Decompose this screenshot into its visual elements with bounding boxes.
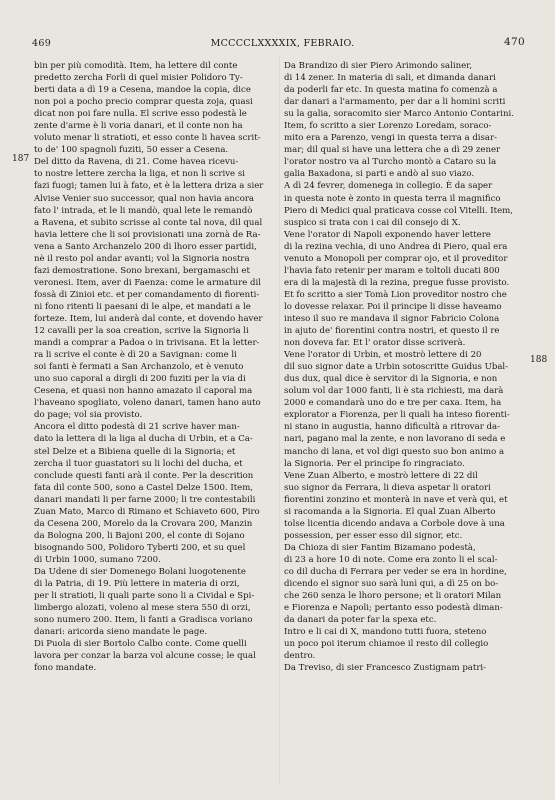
text-line: Del ditto da Ravena, di 21. Come havea ricevu- <box>34 157 239 168</box>
text-line: che 260 senza le lhoro persone; et li oratori Milan <box>284 591 502 602</box>
text-line: explorator a Fiorenza, per li quali ha inteso fiorenti- <box>284 410 510 421</box>
text-line: predetto zercha Forli di quel misier Polidoro Ty- <box>34 73 243 84</box>
text-line: e Fiorenza e Napoli; pertanto esso podestà diman- <box>284 603 503 614</box>
text-line: suo signor da Ferrara, li dieva aspetar li oratori <box>284 482 491 493</box>
text-line: Da Brandizo di sier Piero Arimondo saliner, <box>284 61 473 71</box>
text-line: in questa note è zonto in questa terra il magnifico <box>284 193 501 204</box>
text-line: fono mandate. <box>34 663 97 674</box>
text-line: A dì 24 fevrer, domenega in collegio. È da saper <box>284 181 493 192</box>
text-line: si racomanda a la Signoria. El qual Zuan Alberto <box>284 506 496 517</box>
text-line: l'orator nostro va al Turcho montò a Cataro su la <box>284 157 497 168</box>
text-line: Piero di Medici qual praticava cosse col Vitelli. Item, <box>284 205 513 216</box>
text-line: danari mandati li per farne 2000; li tre contestabili <box>34 494 256 505</box>
text-line: galia Baxadona, si parti e andò al suo viazo. <box>284 169 475 180</box>
text-line: dato la lettera di la liga al ducha di Urbin, et a Ca- <box>34 434 253 445</box>
text-line: nari, pagano mal la zente, e non lavorano di seda e <box>284 434 506 445</box>
text-line: berti data a dì 19 a Cesena, mandoe la copia, dice <box>34 85 251 96</box>
text-line: nè il resto pol andar avanti; vol la Signoria nostra <box>34 253 250 264</box>
text-line: 12 cavalli per la soa creation, scrive la Signoria li <box>34 326 249 337</box>
text-line: sono numero 200. Item, li fanti a Gradisca voriano <box>34 615 253 626</box>
text-line: in ajuto de' fiorentini contra nostri, et questo il re <box>284 326 500 337</box>
text-line: danari: aricorda sieno mandate le page. <box>34 627 208 638</box>
text-line: mancho di lana, et vol digi questo suo bon animo a <box>284 446 505 457</box>
text-line: veronesi. Item, aver di Faenza: come le armature dil <box>34 277 261 288</box>
margin-number-right: 188 <box>530 355 548 365</box>
text-line: bisognando 500, Polidoro Tyberti 200, et su quel <box>34 542 246 553</box>
text-line: mito era a Parenzo, vengi in questa terra a disar- <box>284 133 497 144</box>
text-line: Alvise Venier suo successor, qual non havia ancora <box>34 193 255 204</box>
text-line: voluto menar li stratioti, et esso conte li havea scrit- <box>34 133 261 144</box>
text-line: per li stratioti, li quali parte sono li a Cividal e Spi- <box>34 591 255 602</box>
text-line: l'havia fato retenir per maram e toltoli ducati 800 <box>284 265 500 276</box>
text-line: Ancora el ditto podestà di 21 scrive haver man- <box>34 422 240 433</box>
text-line: Vene l'orator di Napoli exponendo haver lettere <box>284 229 491 240</box>
text-line: di la Patria, di 19. Più lettere in materia di orzi, <box>34 579 240 590</box>
text-line: do page; vol sia provisto. <box>34 410 143 421</box>
text-line: limbergo alozati, voleno al mese stera 550 di orzi, <box>34 603 251 614</box>
text-line: fazi fuogi; tamen lui à fato, et è la lettera driza a sier <box>34 181 264 192</box>
text-line: su la galia, soracomito sier Marco Antonio Contarini. <box>284 109 514 120</box>
left-text-column <box>34 60 278 674</box>
text-line: Vene l'orator di Urbin, et mostrò lettere di 20 <box>284 350 482 361</box>
text-line: venuto a Monopoli per comprar ojo, et il proveditor <box>284 253 508 264</box>
text-line: mar; dil qual si have una lettera che a dì 29 zener <box>284 145 501 156</box>
text-line: da poderli far etc. In questa matina fo comenzà a <box>284 85 498 96</box>
text-line: l'haveano spogliato, voleno danari, tamen hano auto <box>34 398 261 409</box>
page-number-left: 469 <box>32 38 52 49</box>
text-line: ra li scrive el conte è dì 20 a Savignan: come li <box>34 350 237 361</box>
text-line: to nostre lettere zercha la liga, et non li scrive si <box>34 169 245 180</box>
column-gutter <box>279 56 280 786</box>
text-line: dicat non poi fare nulla. El scrive esso podestà le <box>34 109 247 120</box>
running-header <box>30 38 535 54</box>
text-line: zercha il tuor guastatori su li lochi del ducha, et <box>34 458 243 469</box>
margin-number-left: 187 <box>12 154 30 164</box>
text-line: lavora per conzar la barza vol alcune cosse; le qual <box>34 651 256 662</box>
text-line: fazi demostratione. Sono brexani, bergamaschi et <box>34 265 250 276</box>
text-line: Da Udene di sier Domenego Bolani luogotenente <box>34 566 246 577</box>
text-line: Item, fo scritto a sier Lorenzo Loredam, soraco- <box>284 121 492 132</box>
text-line: uno suo caporal a dirgli di 200 fuziti per la via di <box>34 374 246 385</box>
text-line: da danari da poter far la spexa etc. <box>284 615 437 626</box>
text-line: solum vol dar 1000 fanti, li è sta richiesti, ma darà <box>284 386 504 397</box>
text-line: Intro e li cai di X, mandono tutti fuora, steteno <box>284 627 487 638</box>
text-line: da Cesena 200, Morelo da la Crovara 200, Manzin <box>34 518 253 529</box>
text-line: 2000 e comandarà uno do e tre per caxa. Item, ha <box>284 398 502 409</box>
text-line: possession, per esser esso dil signor, etc. <box>284 530 463 541</box>
text-line: la Signoria. Per el principe fo ringraciato. <box>284 458 465 469</box>
text-line: un poco poi iterum chiamoe il resto dil collegio <box>284 639 489 650</box>
text-line: a Ravena, et subito scrisse al conte tal nova, dil qual <box>34 217 263 228</box>
text-line: dil suo signor date a Urbin sotoscritte Guidus Ubal- <box>284 362 509 373</box>
text-line: to de' 100 spagnoli fuziti, 50 esser a Cesena. <box>34 145 229 156</box>
text-line: dus dux, qual dice è servitor di la Signoria, e non <box>284 374 498 385</box>
right-text-column <box>284 60 528 674</box>
text-line: ni stano in augustia, hanno dificultà a ritrovar da- <box>284 422 500 433</box>
text-line: Di Puola di sier Bortolo Calbo conte. Come quelli <box>34 639 247 650</box>
text-line: fiorentini zonzino et monterà in nave et verà qui, et <box>284 494 508 505</box>
page-number-right: 470 <box>504 36 525 48</box>
text-line: vena a Santo Archanzelo 200 di lhoro esser partidi, <box>34 241 257 252</box>
text-line: non poi a pocho precio comprar questa zoja, quasi <box>34 97 253 108</box>
text-line: mandi a comprar a Padoa o in trivisana. Et la letter- <box>34 338 260 349</box>
text-line: dicendo el signor suo sarà lunì qui, a dì 25 on bo- <box>284 579 499 590</box>
text-line: era di la majestà di la rezina, pregue fusse provisto. <box>284 277 510 288</box>
text-line: Da Chioza di sier Fantim Bizamano podestà, <box>284 542 476 553</box>
header-title: MCCCCLXXXXIX, FEBRAIO. <box>210 38 355 49</box>
text-line: havia lettere che li soi provisionati una zornà de Ra- <box>34 229 261 240</box>
text-line: di 23 a hore 10 di note. Come era zonto li el scal- <box>284 554 498 565</box>
text-line: ni fono ritenti li paesani di le alpe, et mandati a le <box>34 301 251 312</box>
text-line: inteso il suo re mandava il signor Fabricio Colona <box>284 313 500 324</box>
text-line: Vene Zuan Alberto, e mostrò lettere di 22 dil <box>284 470 478 481</box>
text-line: dar danari a l'armamento, per dar a li homini scriti <box>284 97 506 108</box>
text-line: conclude questi fanti arà il conte. Per la descrition <box>34 470 254 481</box>
text-line: non doveva far. Et l' orator disse scriverà. <box>284 338 466 349</box>
text-line: zente d'arme è li voria danari, et il conte non ha <box>34 121 243 132</box>
text-line: Zuan Mato, Marco di Rimano et Schiaveto 600, Piro <box>34 506 260 517</box>
text-line: bin per più comodità. Item, ha lettere dil conte <box>34 61 238 71</box>
text-line: di 14 zener. In materia di sali, et dimanda danari <box>284 73 496 84</box>
text-line: fossà di Zinioi etc. et per comandamento di fiorenti- <box>34 289 260 300</box>
text-line: soi fanti è fermati a San Archanzolo, et è venuto <box>34 362 244 373</box>
text-line: Et fo scritto a sier Tomà Lion proveditor nostro che <box>284 289 507 300</box>
text-line: co dil ducha di Ferrara per veder se era in hordine, <box>284 566 507 577</box>
text-line: di la rezina vechia, di uno Andrea di Piero, qual era <box>284 241 508 252</box>
text-line: Cesena, et quasi non hanno amazato il caporal ma <box>34 386 253 397</box>
text-line: tolse licentia dicendo andava a Corbole dove à una <box>284 518 505 529</box>
text-line: di Urbin 1000, sumano 7200. <box>34 554 161 565</box>
text-line: lo dovesse relaxar. Poi il principe li disse haveamo <box>284 301 502 312</box>
text-line: dentro. <box>284 651 316 662</box>
text-line: stel Delze et a Bibiena quelle di la Signoria; et <box>34 446 236 457</box>
text-line: fata dil conte 500, sono a Castel Delze 1500. Item, <box>34 482 254 493</box>
text-line: forteze. Item, lui anderà dal conte, et dovendo haver <box>34 313 263 324</box>
text-line: Da Treviso, di sier Francesco Zustignam patri- <box>284 663 487 674</box>
text-line: fato l' intrada, et le li mandò, qual lete le remandò <box>34 205 253 216</box>
text-line: suspico si trata con i cai dil consejo di X. <box>284 217 461 228</box>
text-line: da Bologna 200, li Bajoni 200, el conte di Sojano <box>34 530 245 541</box>
